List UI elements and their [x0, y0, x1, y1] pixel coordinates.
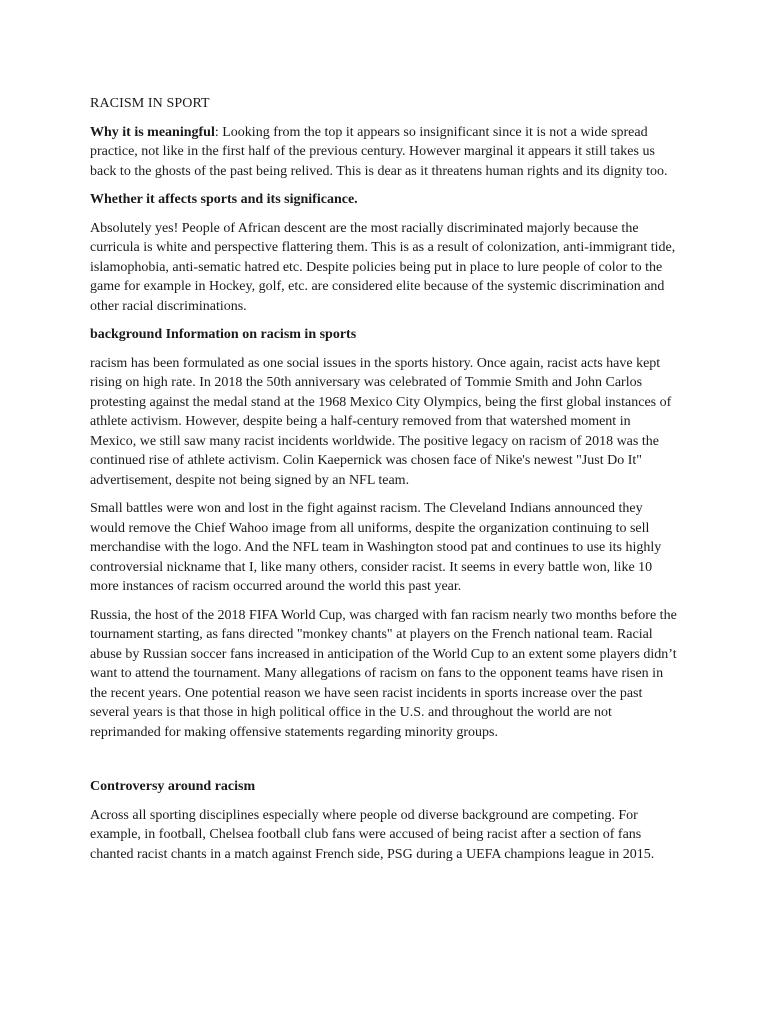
why-meaningful-lead: Why it is meaningful [90, 124, 215, 140]
background-paragraph-3: Russia, the host of the 2018 FIFA World Cup, was charged with fan racism nearly two months before the tournament starting, as fans directed "monkey chants" at players on the French national team. Racial abuse by Russian soccer fans increased in anticipation of the World Cup to an extent some players didn’t want to attend the tournament. Many allegations of racism on fans to the opponent teams have risen in the recent years. One potential reason we have seen racist incidents in sports increase over the past several years is that those in high political office in the U.S. and throughout the world are not reprimanded for making offensive statements regarding minority groups. [90, 607, 677, 740]
controversy-heading: Controversy around racism [90, 779, 256, 794]
background-heading: background Information on racism in sports [90, 327, 357, 342]
why-meaningful-text: : Looking from the top it appears so insignificant since it is not a wide spread practice, not like in the first half of the previous century. However marginal it appears it still takes us back to the ghosts of the past being relived. This is dear as it threatens human rights and its dignity too. [90, 124, 668, 179]
why-meaningful-paragraph [90, 123, 680, 182]
document-body [90, 94, 680, 873]
background-paragraph-1: racism has been formulated as one social issues in the sports history. Once again, racist acts have kept rising on high rate. In 2018 the 50th anniversary was celebrated of Tommie Smith and John Carlos protesting against the medal stand at the 1968 Mexico City Olympics, being the first global instances of athlete activism. However, despite being a half-century removed from that watershed moment in Mexico, we still saw many racist incidents worldwide. The positive legacy on racism of 2018 was the continued rise of athlete activism. Colin Kaepernick was chosen face of Nike's newest "Just Do It" advertisement, despite not being signed by an NFL team. [90, 355, 672, 488]
section-spacer [90, 751, 680, 777]
significance-heading: Whether it affects sports and its significance. [90, 192, 358, 207]
background-paragraph-2: Small battles were won and lost in the fight against racism. The Cleveland Indians announced they would remove the Chief Wahoo image from all uniforms, despite the organization continuing to sell merchandise with the logo. And the NFL team in Washington stood pat and continues to use its highly controversial nickname that I, like many others, consider racist. It seems in every battle won, like 10 more instances of racism occurred around the world this past year. [90, 501, 662, 594]
controversy-paragraph: Across all sporting disciplines especially where people od diverse background are competing. For example, in football, Chelsea football club fans were accused of being racist after a section of fans chanted racist chants in a match against French side, PSG during a UEFA champions league in 2015. [90, 807, 655, 862]
significance-paragraph: Absolutely yes! People of African descent are the most racially discriminated majorly because the curricula is white and perspective flattering them. This is as a result of colonization, anti-immigrant tide, islamophobia, anti-sematic hatred etc. Despite policies being put in place to lure people of color to the game for example in Hockey, golf, etc. are considered elite because of the systemic discrimination and other racial discriminations. [90, 220, 676, 314]
document-title: RACISM IN SPORT [90, 96, 210, 111]
